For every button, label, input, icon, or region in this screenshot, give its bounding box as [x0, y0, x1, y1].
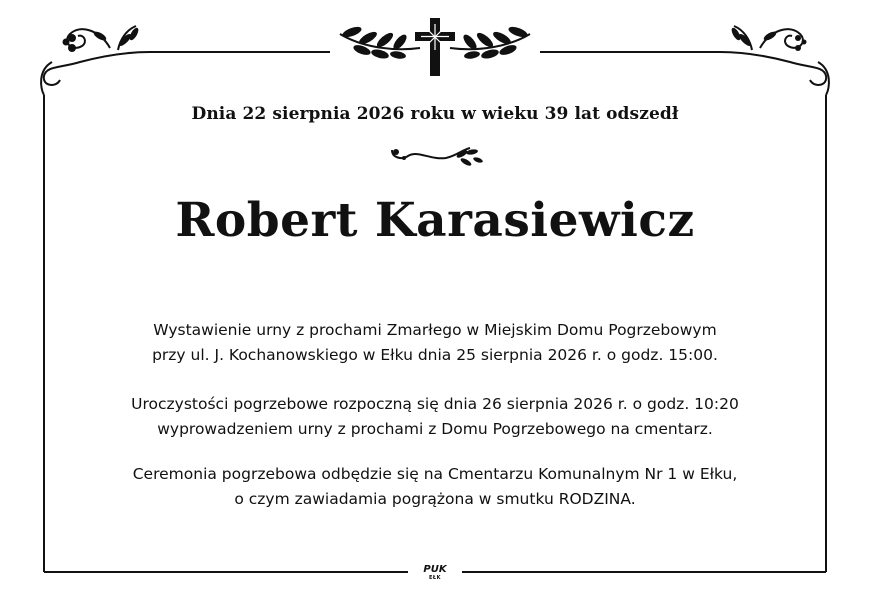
logo-main-text: PUK: [423, 564, 447, 575]
paragraph-line: przy ul. J. Kochanowskiego w Ełku dnia 25 sierpnia 2026 r. o godz. 15:00.: [152, 346, 718, 364]
leaf-flourish-icon: [392, 148, 483, 167]
death-announcement-headline: Dnia 22 sierpnia 2026 roku w wieku 39 lat odszedł: [191, 104, 679, 124]
leaf-cluster-left-icon: [92, 26, 140, 47]
paragraph-line: Ceremonia pogrzebowa odbędzie się na Cmentarzu Komunalnym Nr 1 w Ełku,: [132, 465, 738, 483]
logo-sub-text: EŁK: [428, 575, 441, 581]
puk-logo: [411, 564, 459, 584]
paragraph-line: Wystawienie urny z prochami Zmarłego w Miejskim Domu Pogrzebowym: [153, 321, 717, 339]
funeral-ceremony-paragraph: [0, 392, 870, 442]
cross-with-branches-icon: [340, 18, 530, 76]
paragraph-line: Uroczystości pogrzebowe rozpoczną się dnia 26 sierpnia 2026 r. o godz. 10:20: [131, 395, 739, 413]
cemetery-paragraph: [0, 462, 870, 512]
urn-viewing-paragraph: [0, 318, 870, 368]
corner-flourish-right-icon: [720, 26, 829, 95]
paragraph-line: o czym zawiadamia pogrążona w smutku RODZINA.: [234, 490, 636, 508]
paragraph-line: wyprowadzeniem urny z prochami z Domu Pogrzebowego na cmentarz.: [157, 420, 713, 438]
deceased-name: Robert Karasiewicz: [175, 193, 695, 248]
